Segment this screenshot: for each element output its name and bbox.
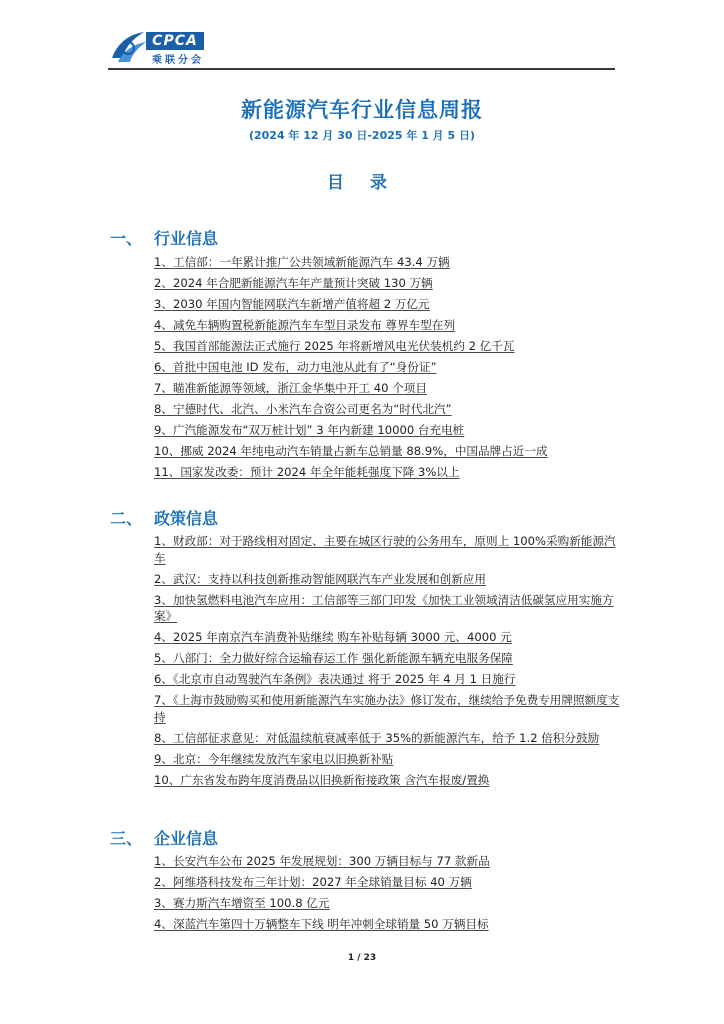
toc-link[interactable]: 4、深蓝汽车第四十万辆整车下线 明年冲刺全球销量 50 万辆目标: [154, 917, 489, 931]
section-heading-enterprise: [110, 826, 218, 849]
toc-list-industry: [154, 254, 622, 485]
page-number: 1 / 23: [347, 953, 377, 963]
toc-link[interactable]: 3、加快氢燃料电池汽车应用：工信部等三部门印发《加快工业领域清洁低碳氢应用实施方案》: [154, 592, 614, 623]
toc-link[interactable]: 9、广汽能源发布“双万桩计划” 3 年内新建 10000 台充电桩: [154, 423, 465, 437]
toc-link[interactable]: 1、财政部：对于路线相对固定、主要在城区行驶的公务用车，原则上 100%采购新能源汽车: [154, 534, 616, 565]
section-number: 三、: [110, 829, 143, 848]
section-number: 一、: [110, 229, 143, 248]
toc-link[interactable]: 2、武汉：支持以科技创新推动智能网联汽车产业发展和创新应用: [154, 571, 487, 586]
toc-link[interactable]: 4、减免车辆购置税新能源汽车车型目录发布 尊界车型在列: [154, 318, 455, 332]
toc-link[interactable]: 10、挪威 2024 年纯电动汽车销量占新车总销量 88.9%，中国品牌占近一成: [154, 444, 548, 458]
cpca-logo: [108, 28, 218, 68]
toc-link[interactable]: 6、首批中国电池 ID 发布，动力电池从此有了“身份证”: [154, 360, 437, 374]
logo-sub-text: 乘联分会: [152, 55, 204, 66]
toc-link[interactable]: 9、北京：今年继续发放汽车家电以旧换新补贴: [154, 751, 394, 766]
header-divider: [108, 68, 615, 70]
section-title: 企业信息: [154, 829, 219, 848]
toc-link[interactable]: 4、2025 年南京汽车消费补贴继续 购车补贴每辆 3000 元、4000 元: [154, 630, 512, 644]
toc-link[interactable]: 10、广东省发布跨年度消费品以旧换新衔接政策 含汽车报废/置换: [154, 772, 490, 787]
toc-list-enterprise: [154, 853, 622, 937]
report-date-range: (2024 年 12 月 30 日-2025 年 1 月 5 日): [248, 129, 476, 142]
toc-link[interactable]: 2、阿维塔科技发布三年计划：2027 年全球销量目标 40 万辆: [154, 875, 472, 889]
toc-link[interactable]: 6、《北京市自动驾驶汽车条例》表决通过 将于 2025 年 4 月 1 日施行: [154, 672, 516, 686]
logo-emblem-icon: [108, 28, 148, 68]
logo-main-text: CPCA: [146, 32, 204, 50]
section-title: 政策信息: [154, 509, 219, 528]
section-title: 行业信息: [154, 229, 219, 248]
toc-link[interactable]: 5、我国首部能源法正式施行 2025 年将新增风电光伏装机约 2 亿千瓦: [154, 339, 515, 353]
toc-link[interactable]: 3、赛力斯汽车增资至 100.8 亿元: [154, 896, 330, 910]
toc-link[interactable]: 8、工信部征求意见：对低温续航衰减率低于 35%的新能源汽车，给予 1.2 倍积分鼓励: [154, 730, 600, 745]
toc-link[interactable]: 7、《上海市鼓励购买和使用新能源汽车实施办法》修订发布，继续给予免费专用牌照额度支持: [154, 693, 620, 724]
toc-list-policy: [154, 533, 622, 793]
toc-link[interactable]: 5、八部门：全力做好综合运输春运工作 强化新能源车辆充电服务保障: [154, 651, 513, 665]
toc-title: 目 录: [327, 173, 397, 193]
toc-link[interactable]: 2、2024 年合肥新能源汽车年产量预计突破 130 万辆: [154, 276, 433, 290]
report-title: 新能源汽车行业信息周报: [241, 98, 483, 122]
toc-link[interactable]: 3、2030 年国内智能网联汽车新增产值将超 2 万亿元: [154, 297, 430, 311]
toc-link[interactable]: 8、宁德时代、北汽、小米汽车合资公司更名为“时代北汽”: [154, 402, 452, 416]
page-header: [108, 28, 615, 70]
toc-link[interactable]: 7、瞄准新能源等领域，浙江金华集中开工 40 个项目: [154, 381, 427, 395]
toc-link[interactable]: 11、国家发改委：预计 2024 年全年能耗强度下降 3%以上: [154, 465, 460, 479]
section-heading-policy: [110, 506, 218, 529]
section-number: 二、: [110, 509, 143, 528]
toc-link[interactable]: 1、工信部：一年累计推广公共领域新能源汽车 43.4 万辆: [154, 255, 450, 269]
section-heading-industry: [110, 226, 218, 249]
toc-link[interactable]: 1、长安汽车公布 2025 年发展规划：300 万辆目标与 77 款新品: [154, 854, 490, 868]
